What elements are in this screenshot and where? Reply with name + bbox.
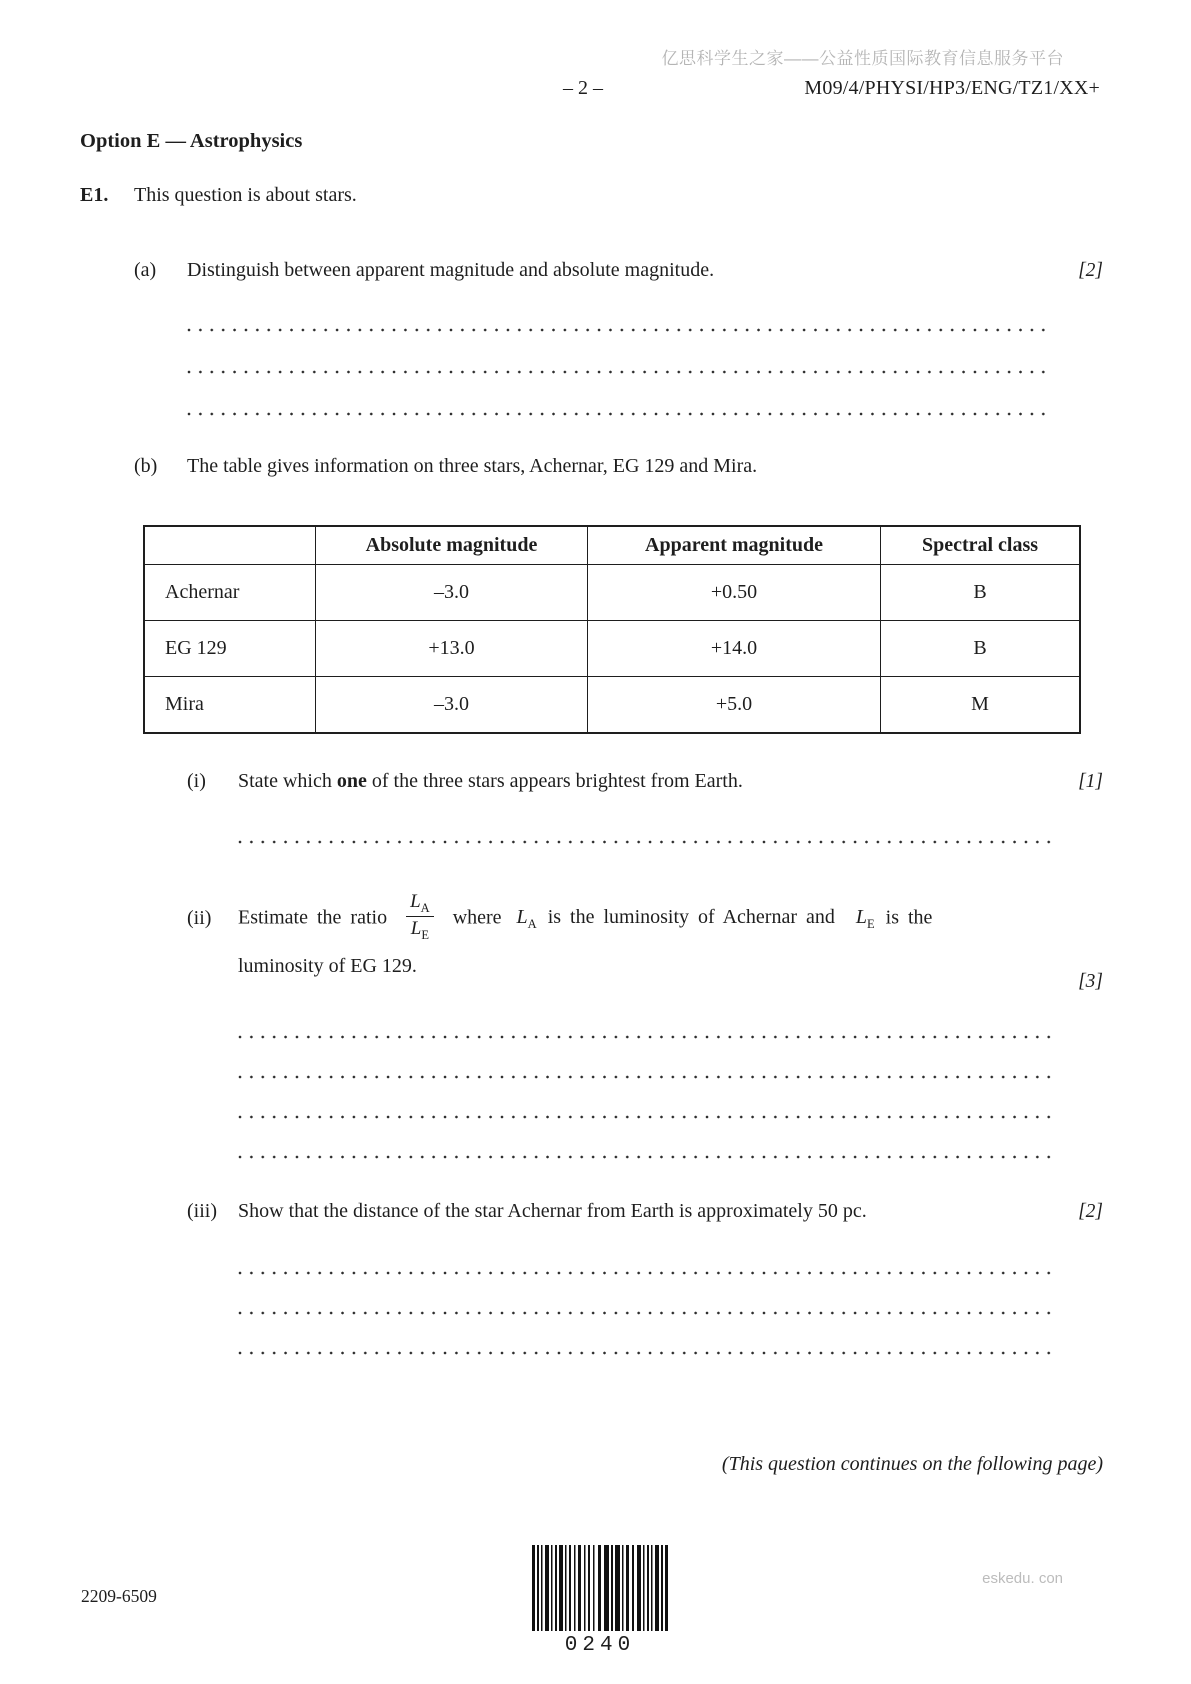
- part-ii-seg4: is the: [885, 906, 933, 929]
- table-header-cell: Apparent magnitude: [588, 526, 881, 565]
- part-a: [134, 259, 1103, 282]
- section-title: Option E — Astrophysics: [80, 130, 303, 152]
- subscript-A: A: [420, 900, 430, 915]
- part-iii: [187, 1200, 1103, 1223]
- question-intro: This question is about stars.: [134, 184, 357, 206]
- table-cell: B: [881, 565, 1081, 621]
- symbol-LA: L: [410, 891, 421, 912]
- table-header-cell: Absolute magnitude: [316, 526, 588, 565]
- answer-dotted-line: [187, 412, 1053, 416]
- part-a-marks: [2]: [1078, 260, 1103, 281]
- barcode: [532, 1545, 668, 1631]
- answer-dotted-line: [238, 1351, 1053, 1355]
- answer-dotted-line: [238, 840, 1053, 844]
- part-ii-label: (ii): [187, 907, 212, 930]
- barcode-digits: 0240: [564, 1634, 636, 1657]
- subscript-E: E: [421, 927, 429, 942]
- table-cell: –3.0: [316, 565, 588, 621]
- answer-dotted-line: [238, 1115, 1053, 1119]
- part-i-label: (i): [187, 770, 206, 792]
- part-ii-text-line2: luminosity of EG 129.: [238, 955, 417, 978]
- table-row: [144, 621, 1080, 677]
- subscript-E-inline: E: [867, 917, 875, 932]
- part-ii-seg2: where: [452, 906, 502, 929]
- part-ii-marks: [3]: [1078, 971, 1103, 992]
- table-cell: M: [881, 677, 1081, 734]
- table-cell: +0.50: [588, 565, 881, 621]
- part-ii: [187, 891, 1103, 992]
- part-i-text-end: of the three stars appears brightest from Earth.: [366, 770, 743, 792]
- question-number: E1.: [80, 184, 109, 206]
- part-i-text: [238, 770, 743, 793]
- answer-dotted-line: [238, 1271, 1053, 1275]
- answer-dotted-line: [238, 1075, 1053, 1079]
- part-i-marks: [1]: [1078, 771, 1103, 792]
- part-b-text: The table gives information on three stars, Achernar, EG 129 and Mira.: [187, 455, 758, 477]
- stars-table: [143, 525, 1081, 734]
- answer-dotted-line: [187, 328, 1053, 332]
- part-i-text-bold: one: [336, 770, 367, 792]
- part-ii-seg1: Estimate the ratio: [238, 906, 388, 929]
- header-watermark-cn: 亿思科学生之家——公益性质国际教育信息服务平台: [661, 49, 1064, 68]
- part-a-label: (a): [134, 259, 157, 281]
- symbol-LA-inline: L: [516, 906, 528, 929]
- luminosity-ratio-fraction: [406, 891, 434, 942]
- part-ii-text: [238, 893, 932, 944]
- continuation-note: (This question continues on the following page): [721, 1453, 1103, 1475]
- table-header-row: [144, 526, 1080, 565]
- table-cell: +14.0: [588, 621, 881, 677]
- part-ii-seg3: is the luminosity of Achernar and: [547, 906, 835, 929]
- table-cell-star-name: EG 129: [144, 621, 316, 677]
- symbol-LE: L: [410, 918, 422, 940]
- answer-dotted-line: [238, 1155, 1053, 1159]
- part-iii-marks: [2]: [1078, 1201, 1103, 1222]
- table-row: [144, 677, 1080, 734]
- part-b-label: (b): [134, 455, 158, 477]
- table-row: [144, 565, 1080, 621]
- part-iii-text: Show that the distance of the star Achernar from Earth is approximately 50 pc.: [238, 1200, 867, 1222]
- question-e1: [80, 184, 357, 207]
- symbol-LE-inline: L: [855, 906, 867, 929]
- part-i: [187, 770, 1103, 793]
- table-cell: +5.0: [588, 677, 881, 734]
- answer-dotted-line: [187, 370, 1053, 374]
- part-b: [134, 455, 1103, 478]
- table-header-cell: [144, 526, 316, 565]
- document-number: 2209-6509: [81, 1586, 157, 1606]
- table-cell-star-name: Achernar: [144, 565, 316, 621]
- part-a-text: Distinguish between apparent magnitude and absolute magnitude.: [187, 259, 715, 281]
- answer-dotted-line: [238, 1035, 1053, 1039]
- table-header-cell: Spectral class: [881, 526, 1081, 565]
- table-cell: +13.0: [316, 621, 588, 677]
- site-watermark: eskedu. con: [982, 1570, 1063, 1587]
- subscript-A-inline: A: [527, 917, 537, 932]
- part-i-text-start: State which: [238, 770, 337, 792]
- table-cell: –3.0: [316, 677, 588, 734]
- part-iii-label: (iii): [187, 1200, 217, 1222]
- table-cell-star-name: Mira: [144, 677, 316, 734]
- exam-code: M09/4/PHYSI/HP3/ENG/TZ1/XX+: [804, 77, 1100, 99]
- page-number: – 2 –: [563, 77, 603, 99]
- table-cell: B: [881, 621, 1081, 677]
- answer-dotted-line: [238, 1311, 1053, 1315]
